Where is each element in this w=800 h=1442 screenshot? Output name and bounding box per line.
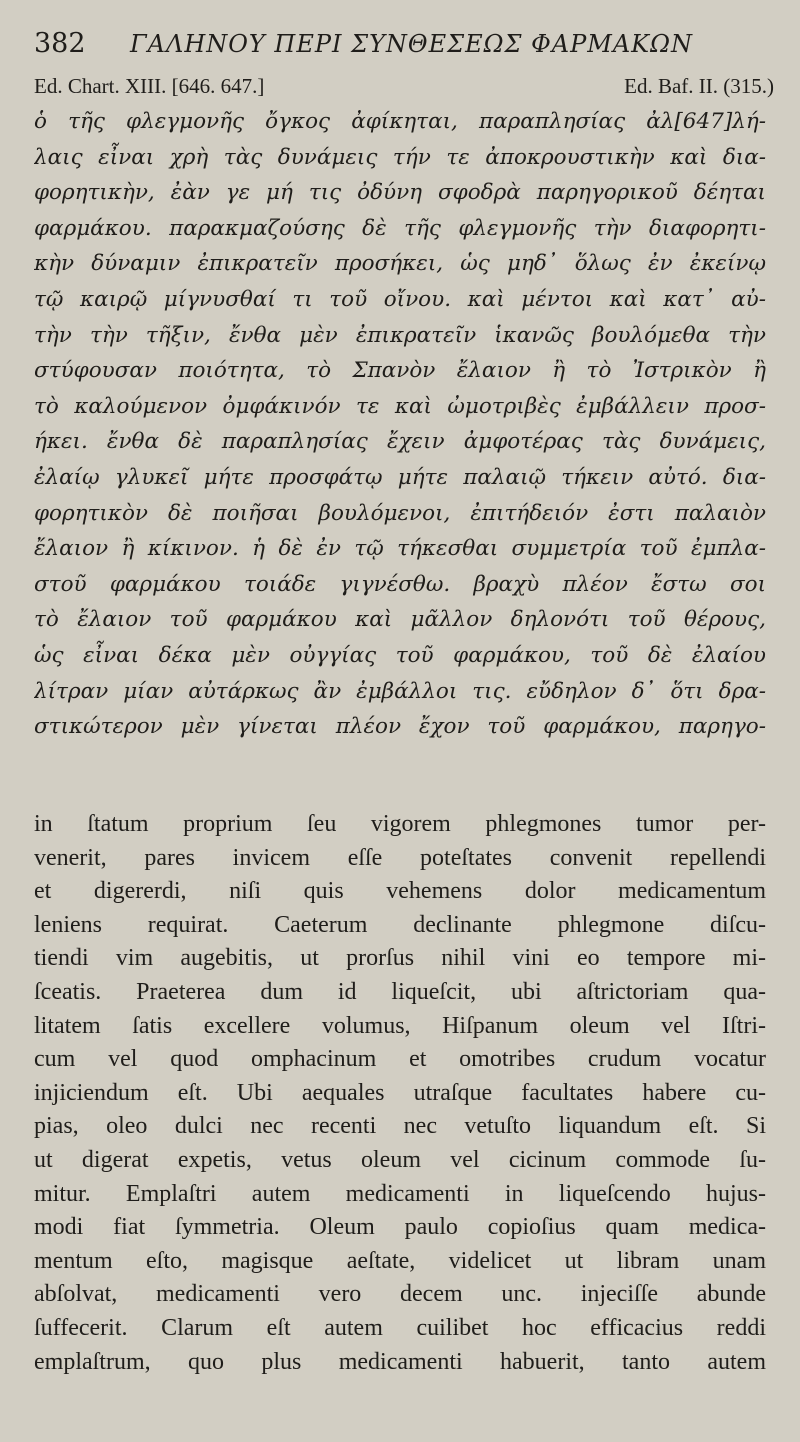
latin-line: tiendi vim augebitis, ut prorſus nihil vini eo tempore mi-: [34, 945, 766, 972]
greek-line: ὡς εἶναι δέκα μὲν οὐγγίας τοῦ φαρμάκου, τοῦ δὲ ἐλαίου: [34, 642, 766, 668]
page-header: [34, 26, 766, 66]
latin-line: in ſtatum proprium ſeu vigorem phlegmones tumor per-: [34, 811, 766, 837]
latin-line: mentum eſto, magisque aeſtate, videlicet ut libram unam: [34, 1247, 766, 1274]
latin-line: cum vel quod omphacinum et omotribes crudum vocatur: [34, 1046, 766, 1073]
latin-line: ut digerat expetis, vetus oleum vel cicinum commode ſu-: [34, 1146, 766, 1173]
page-number: 382: [34, 28, 86, 59]
greek-line: κὴν δύναμιν ἐπικρατεῖν προσήκει, ὡς μηδ᾽ ὅλως ἐν ἐκείνῳ: [34, 251, 766, 277]
greek-line: στικώτερον μὲν γίνεται πλέον ἔχον τοῦ φαρμάκου, παρηγο-: [34, 714, 766, 740]
latin-line: modi fiat ſymmetria. Oleum paulo copioſius quam medica-: [34, 1214, 766, 1241]
greek-line: ἔλαιον ἢ κίκινον. ἡ δὲ ἐν τῷ τήκεσθαι συμμετρία τοῦ ἐμπλα-: [34, 536, 766, 562]
greek-line: ήκει. ἔνθα δὲ παραπλησίας ἔχειν ἀμφοτέρας τὰς δυνάμεις,: [34, 429, 766, 455]
greek-line: στύφουσαν ποιότητα, τὸ Σπανὸν ἔλαιον ἢ τὸ Ἰστρικὸν ἢ: [34, 358, 766, 384]
edition-reference-chartier: Ed. Chart. XIII. [646. 647.]: [34, 74, 265, 98]
latin-line: venerit, pares invicem eſſe poteſtates convenit repellendi: [34, 844, 766, 871]
latin-line: ſuffecerit. Clarum eſt autem cuilibet hoc efficacius reddi: [34, 1314, 766, 1341]
latin-line: litatem ſatis excellere volumus, Hiſpanum oleum vel Iſtri-: [34, 1012, 766, 1039]
latin-line: mitur. Emplaſtri autem medicamenti in liqueſcendo hujus-: [34, 1180, 766, 1207]
latin-text-block: [34, 808, 766, 1379]
greek-line: τῷ καιρῷ μίγνυσθαί τι τοῦ οἴνου. καὶ μέντοι καὶ κατ᾽ αὐ-: [34, 286, 766, 312]
latin-line: pias, oleo dulci nec recenti nec vetuſto liquandum eſt. Si: [34, 1113, 766, 1140]
greek-line: φορητικὸν δὲ ποιῆσαι βουλόμενοι, ἐπιτήδειόν ἐστι παλαιὸν: [34, 500, 766, 526]
latin-line: injiciendum eſt. Ubi aequales utraſque facultates habere cu-: [34, 1079, 766, 1106]
latin-line: ſceatis. Praeterea dum id liqueſcit, ubi aſtrictoriam qua-: [34, 978, 766, 1005]
greek-line: τὸ καλούμενον ὀμφάκινόν τε καὶ ὠμοτριβὲς ἐμβάλλειν προσ-: [34, 393, 766, 419]
latin-line: emplaſtrum, quo plus medicamenti habuerit, tanto autem: [34, 1348, 766, 1375]
latin-line: abſolvat, medicamenti vero decem unc. injeciſſe abunde: [34, 1281, 766, 1308]
greek-text-block: [34, 104, 766, 745]
greek-line: τὴν τὴν τῆξιν, ἔνθα μὲν ἐπικρατεῖν ἱκανῶς βουλόμεθα τὴν: [34, 322, 766, 348]
greek-line: λαις εἶναι χρὴ τὰς δυνάμεις τήν τε ἀποκρουστικὴν καὶ δια-: [34, 144, 766, 170]
greek-line: ὁ τῆς φλεγμονῆς ὄγκος ἀφίκηται, παραπλησίας ἀλ[647]λή-: [34, 109, 766, 134]
latin-line: et digererdi, niſi quis vehemens dolor medicamentum: [34, 878, 766, 905]
latin-line: leniens requirat. Caeterum declinante phlegmone diſcu-: [34, 911, 766, 938]
edition-reference-basel: Ed. Baf. II. (315.): [624, 74, 774, 98]
greek-line: τὸ ἔλαιον τοῦ φαρμάκου καὶ μᾶλλον δηλονότι τοῦ θέρους,: [34, 607, 766, 633]
greek-line: φορητικὴν, ἐὰν γε μή τις ὀδύνη σφοδρὰ παρηγορικοῦ δέηται: [34, 180, 766, 206]
greek-line: φαρμάκου. παρακμαζούσης δὲ τῆς φλεγμονῆς τὴν διαφορητι-: [34, 215, 766, 241]
running-title: ΓΑΛΗΝΟΥ ΠΕΡΙ ΣΥΝΘΕΣΕΩΣ ΦΑΡΜΑΚΩΝ: [130, 30, 693, 58]
edition-references: [34, 74, 774, 102]
greek-line: ἐλαίῳ γλυκεῖ μήτε προσφάτῳ μήτε παλαιῷ τήκειν αὐτό. δια-: [34, 464, 766, 490]
greek-line: λίτραν μίαν αὐτάρκως ἂν ἐμβάλλοι τις. εὔδηλον δ᾽ ὅτι δρα-: [34, 678, 766, 704]
greek-line: στοῦ φαρμάκου τοιάδε γιγνέσθω. βραχὺ πλέον ἔστω σοι: [34, 571, 766, 597]
